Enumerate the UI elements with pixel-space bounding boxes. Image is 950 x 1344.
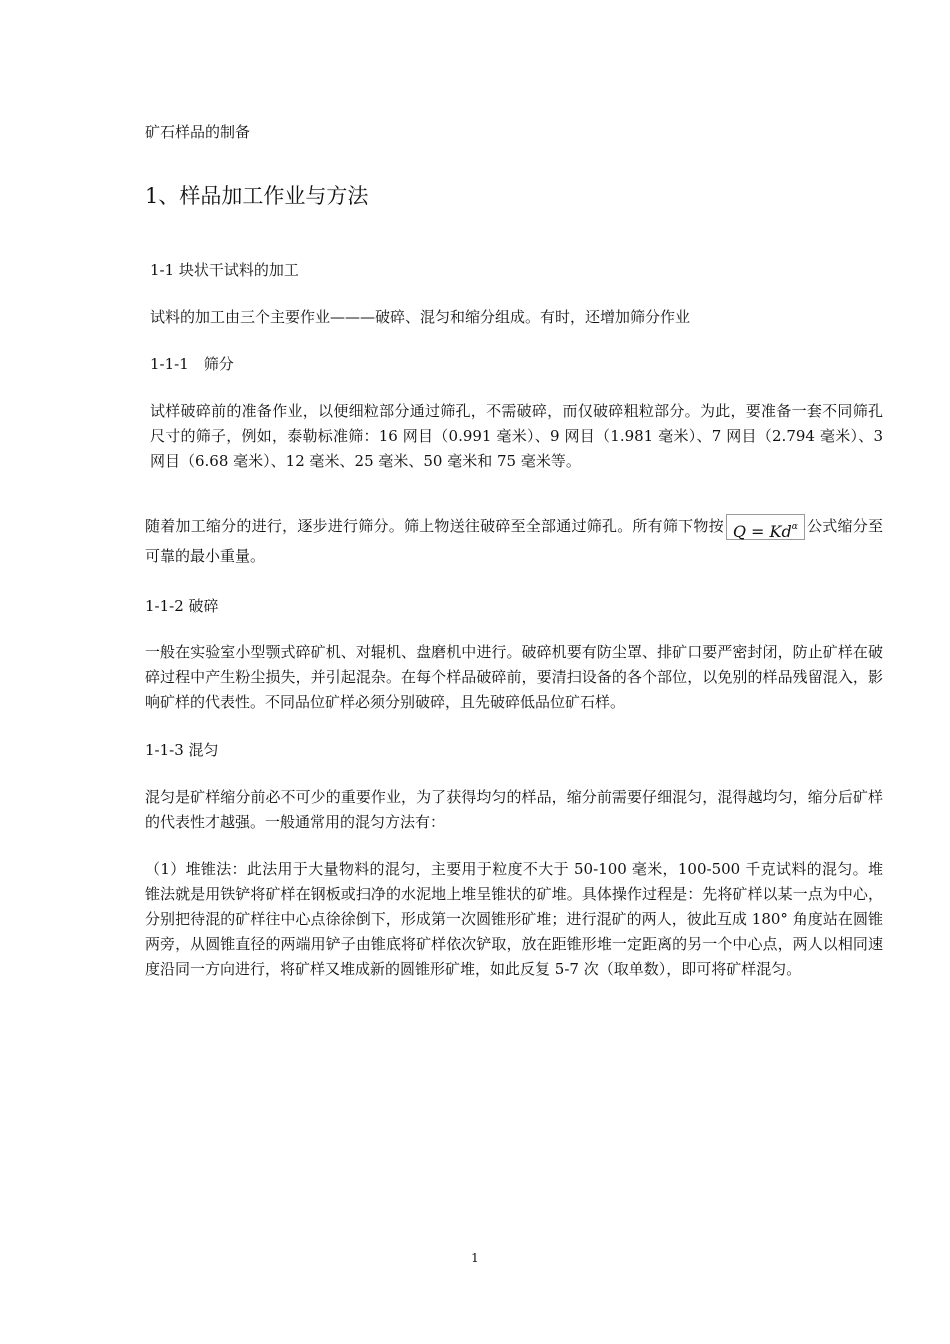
sieve-paragraph-2-start: 随着加工缩分的进行，逐步进行筛分。筛上物送往破碎至全部通过筛孔。所有筛下物按	[145, 517, 724, 535]
sieve-paragraph-2-end: 公式缩分至可靠的最小重量。	[145, 517, 883, 565]
formula-lhs: Q	[732, 522, 746, 541]
sieve-paragraph-2	[145, 511, 883, 571]
mix-paragraph: 混匀是矿样缩分前必不可少的重要作业，为了获得均匀的样品，缩分前需要仔细混匀，混得越均匀，缩分后矿样的代表性才越强。一般通常用的混匀方法有：	[145, 788, 883, 831]
section-1-1-3-heading: 1-1-3 混匀	[145, 741, 219, 759]
crush-paragraph: 一般在实验室小型颚式碎矿机、对辊机、盘磨机中进行。破碎机要有防尘罩、排矿口要严密封闭，防止矿样在破碎过程中产生粉尘损失，并引起混杂。在每个样品破碎前，要清扫设备的各个部位，以免别的样品残留混入，影响矿样的代表性。不同品位矿样必须分别破碎，且先破碎低品位矿石样。	[145, 643, 883, 711]
sieve-paragraph-1: 试样破碎前的准备作业，以便细粒部分通过筛孔，不需破碎，而仅破碎粗粒部分。为此，要准备一套不同筛孔尺寸的筛子，例如，泰勒标准筛：16 网目（0.991 毫米）、9 网目（1.981 毫米）、7 网目（2.794 毫米）、3 网目（6.68 毫米）、12 毫米、25 毫米、50 毫米和 75 毫米等。	[150, 402, 883, 470]
formula-image	[726, 514, 805, 540]
formula-rhs: Kd	[769, 522, 792, 541]
cone-method-paragraph: （1）堆锥法：此法用于大量物料的混匀，主要用于粒度不大于 50-100 毫米，100-500 千克试料的混匀。堆锥法就是用铁铲将矿样在钢板或扫净的水泥地上堆呈锥状的矿堆。具体操作过程是：先将矿样以某一点为中心，分别把待混的矿样往中心点徐徐倒下，形成第一次圆锥形矿堆；进行混矿的两人，彼此互成 180° 角度站在圆锥两旁，从圆锥直径的两端用铲子由锥底将矿样依次铲取，放在距锥形堆一定距离的另一个中心点，两人以相同速度沿同一方向进行，将矿样又堆成新的圆锥形矿堆，如此反复 5-7 次（取单数），即可将矿样混匀。	[145, 860, 883, 978]
section-1-1-1-heading: 1-1-1 筛分	[150, 355, 234, 373]
heading-1: 1、样品加工作业与方法	[145, 184, 369, 208]
section-1-1-2-heading: 1-1-2 破碎	[145, 597, 219, 615]
document-title: 矿石样品的制备	[145, 123, 251, 141]
formula-eq: =	[745, 522, 770, 541]
section-1-1-heading: 1-1 块状干试料的加工	[150, 261, 299, 279]
intro-paragraph: 试料的加工由三个主要作业———破碎、混匀和缩分组成。有时，还增加筛分作业	[150, 308, 691, 326]
page-number: 1	[471, 1251, 479, 1265]
formula-exp: α	[791, 522, 798, 532]
